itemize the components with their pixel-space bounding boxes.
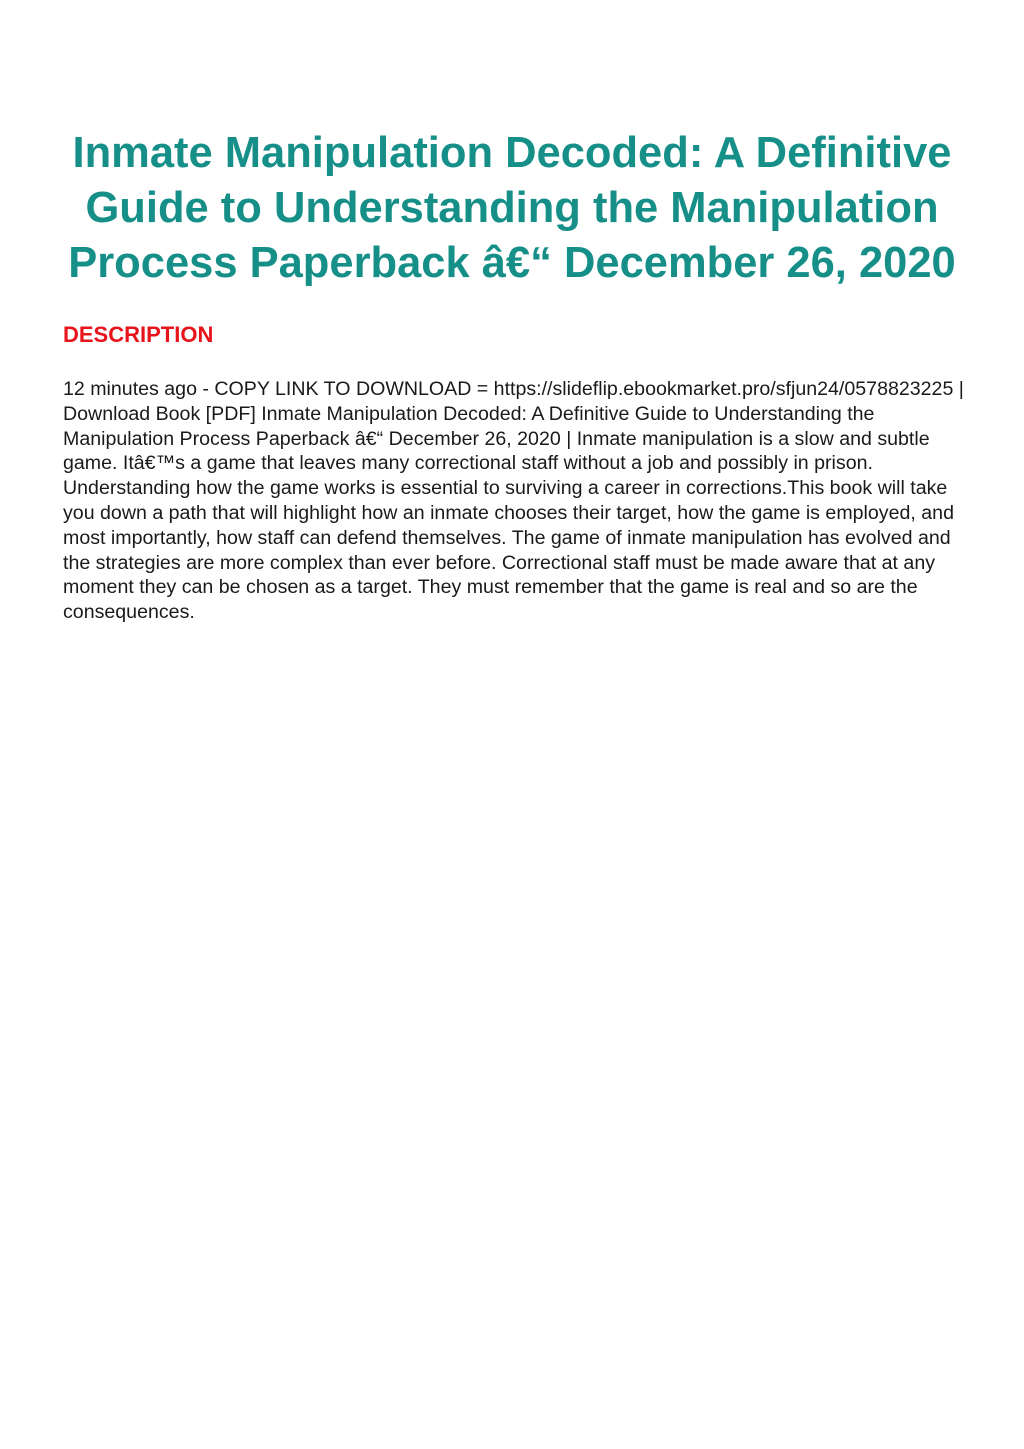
document-title: Inmate Manipulation Decoded: A Definitive Guide to Understanding the Manipulation Process Paperback â€“ December 26, 2020 [68,129,956,287]
section-heading-description: DESCRIPTION [63,322,214,347]
description-text: 12 minutes ago - COPY LINK TO DOWNLOAD = https://slideflip.ebookmarket.pro/sfjun24/0578823225 | Download Book [PDF] Inmate Manipulation Decoded: A Definitive Guide to Understanding the Manipulation Process Paperback â€“ December 26, 2020 | Inmate manipulation is a slow and subtle game. Itâ€™s a game that leaves many correctional staff without a job and possibly in prison. Understanding how the game works is essential to surviving a career in corrections.This book will take you down a path that will highlight how an inmate chooses their target, how the game is employed, and most importantly, how staff can defend themselves. The game of inmate manipulation has evolved and the strategies are more complex than ever before. Correctional staff must be made aware that at any moment they can be chosen as a target. They must remember that the game is real and so are the consequences. [63,378,964,624]
